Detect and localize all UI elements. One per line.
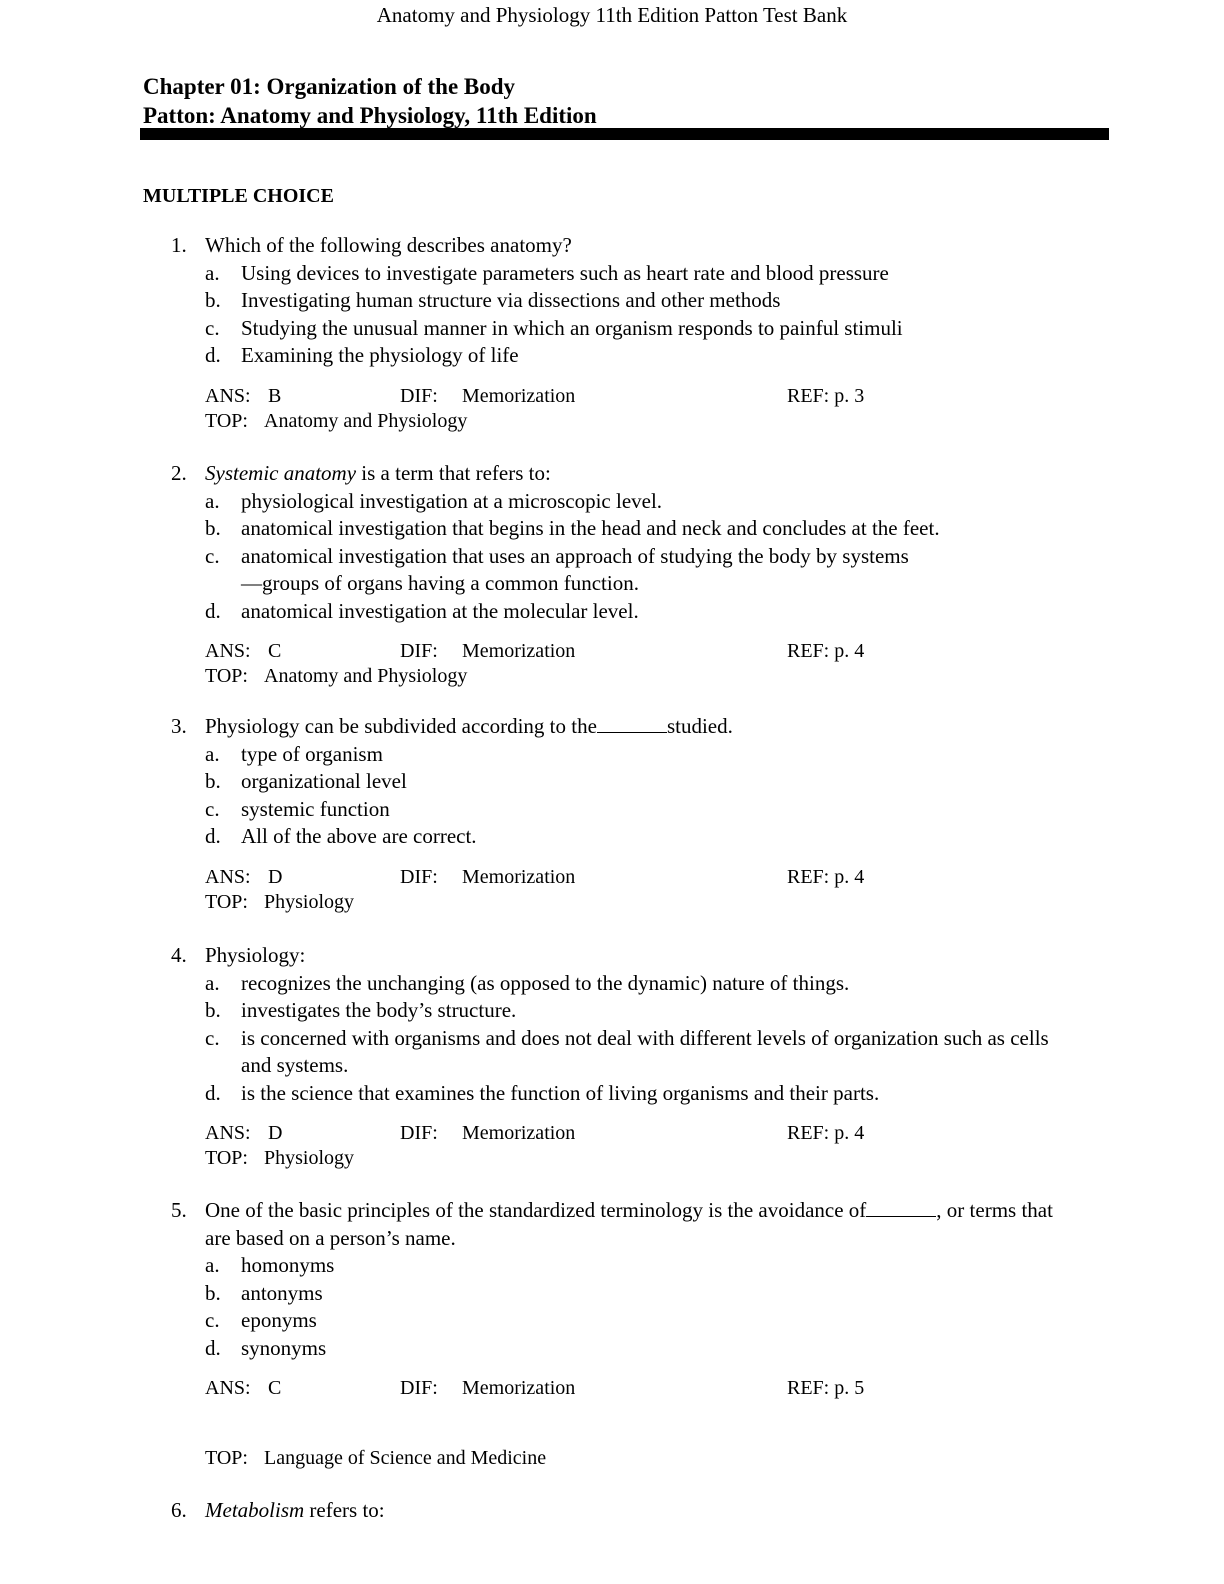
choice-item [0, 1280, 1071, 1308]
choice-text: is the science that examines the function of living organisms and their parts. [241, 1080, 880, 1105]
question-number: 4. [171, 943, 187, 967]
dif-value: Memorization [462, 640, 576, 662]
question-stem [0, 1197, 1055, 1252]
choice-item [0, 970, 1071, 998]
question-stem [0, 460, 1065, 488]
question-5 [0, 1197, 1224, 1469]
choice-item [0, 488, 1071, 516]
choice-text: investigates the body’s structure. [241, 998, 517, 1022]
dif-label: DIF: [400, 640, 438, 662]
choice-item [0, 796, 1071, 824]
dif-value: Memorization [462, 1122, 576, 1144]
question-stem [0, 942, 1065, 970]
choice-item [0, 1335, 1071, 1363]
choice-letter: b. [205, 1280, 221, 1305]
dif-label: DIF: [400, 1377, 438, 1399]
choice-item [0, 515, 1071, 543]
answer-meta [0, 639, 1224, 689]
choice-text: organizational level [241, 769, 407, 793]
choice-text: anatomical investigation that uses an approach of studying the body by systems—groups of organs having a common function. [241, 543, 909, 595]
ans-label: ANS: [205, 640, 251, 662]
choice-item [0, 260, 1071, 288]
top-label: TOP: [205, 1447, 248, 1469]
question-number: 3. [171, 714, 187, 738]
question-6 [0, 1497, 1224, 1525]
choice-letter: a. [205, 488, 220, 513]
question-1 [0, 232, 1224, 434]
chapter-line: Chapter 01: Organization of the Body [143, 74, 516, 99]
choice-letter: d. [205, 1335, 221, 1360]
ans-value: C [268, 640, 282, 662]
top-label: TOP: [205, 1147, 248, 1169]
choice-letter: d. [205, 343, 221, 367]
answer-blank [866, 1198, 936, 1217]
choice-item [0, 1252, 1071, 1280]
choice-text: synonyms [241, 1335, 327, 1360]
choice-item [0, 598, 1071, 626]
choice-text: homonyms [241, 1253, 335, 1277]
ans-value: B [268, 384, 282, 407]
question-text: is a term that refers to: [356, 461, 551, 485]
choice-letter: a. [205, 970, 220, 995]
question-stem [0, 1497, 1065, 1525]
chapter-title [143, 72, 597, 130]
choice-text: Investigating human structure via dissections and other methods [241, 288, 781, 312]
question-number: 1. [171, 233, 187, 257]
dif-value: Memorization [462, 384, 576, 407]
choice-item [0, 543, 921, 598]
answer-meta [0, 384, 1224, 434]
choice-text: Studying the unusual manner in which an organism responds to painful stimuli [241, 315, 903, 340]
choice-text: antonyms [241, 1280, 323, 1305]
dif-value: Memorization [462, 1377, 576, 1399]
choice-letter: c. [205, 543, 220, 568]
choice-letter: a. [205, 1253, 220, 1277]
choice-letter: b. [205, 998, 221, 1022]
ref-value: REF: p. 4 [787, 640, 865, 662]
choice-letter: b. [205, 516, 221, 540]
choice-letter: a. [205, 741, 220, 766]
top-label: TOP: [205, 890, 248, 913]
choice-letter: c. [205, 1308, 220, 1332]
ans-label: ANS: [205, 1122, 251, 1144]
top-value: Anatomy and Physiology [264, 665, 468, 687]
choice-list [0, 970, 1224, 1108]
choice-text: physiological investigation at a microscopic level. [241, 488, 663, 513]
choice-list [0, 1252, 1224, 1362]
question-text: refers to: [304, 1498, 385, 1522]
top-label: TOP: [205, 665, 248, 687]
ref-value: REF: p. 4 [787, 1122, 865, 1144]
question-text: Which of the following describes anatomy? [205, 233, 572, 257]
choice-text: recognizes the unchanging (as opposed to the dynamic) nature of things. [241, 970, 850, 995]
ans-value: D [268, 865, 283, 888]
dif-value: Memorization [462, 865, 576, 888]
choice-text: type of organism [241, 741, 383, 766]
choice-item [0, 768, 1071, 796]
question-2 [0, 460, 1224, 689]
choice-item [0, 741, 1071, 769]
choice-list [0, 260, 1224, 370]
ref-value: REF: p. 5 [787, 1377, 865, 1399]
choice-item [0, 1307, 1071, 1335]
answer-meta [0, 865, 1224, 915]
dif-label: DIF: [400, 1122, 438, 1144]
question-stem [0, 232, 1065, 260]
choice-item [0, 287, 1071, 315]
question-text: Physiology can be subdivided according to the [205, 714, 597, 738]
question-stem [0, 713, 1065, 741]
choice-letter: c. [205, 315, 220, 340]
choice-list [0, 741, 1224, 851]
ans-value: C [268, 1377, 282, 1399]
question-text-end: studied. [666, 714, 733, 738]
dif-label: DIF: [400, 384, 438, 407]
question-number: 6. [171, 1498, 187, 1522]
choice-letter: d. [205, 1080, 221, 1105]
choice-letter: d. [205, 824, 221, 848]
choice-text: Using devices to investigate parameters such as heart rate and blood pressure [241, 260, 889, 285]
question-text-end: , or terms that are based on a person’s name. [205, 1198, 1053, 1250]
question-number: 5. [171, 1198, 187, 1222]
choice-item [0, 315, 1071, 343]
question-number: 2. [171, 461, 187, 485]
ref-value: REF: p. 4 [787, 865, 865, 888]
title-rule [140, 128, 1109, 140]
choice-text: anatomical investigation at the molecular level. [241, 598, 639, 623]
top-label: TOP: [205, 409, 248, 432]
answer-meta [0, 1376, 1224, 1469]
choice-letter: c. [205, 1025, 220, 1050]
ans-label: ANS: [205, 1377, 251, 1399]
answer-blank [597, 714, 667, 733]
section-heading: MULTIPLE CHOICE [143, 185, 334, 207]
choice-text: anatomical investigation that begins in the head and neck and concludes at the feet. [241, 516, 940, 540]
ans-label: ANS: [205, 865, 251, 888]
ans-label: ANS: [205, 384, 251, 407]
top-value: Anatomy and Physiology [264, 409, 468, 432]
ans-value: D [268, 1122, 283, 1144]
choice-item [0, 1080, 1071, 1108]
question-text: One of the basic principles of the standardized terminology is the avoidance of [205, 1198, 867, 1222]
question-4 [0, 942, 1224, 1171]
choice-item [0, 997, 1071, 1025]
choice-letter: b. [205, 288, 221, 312]
ref-value: REF: p. 3 [787, 384, 865, 407]
choice-text: All of the above are correct. [241, 824, 477, 848]
choice-letter: d. [205, 598, 221, 623]
book-line: Patton: Anatomy and Physiology, 11th Edition [143, 103, 597, 128]
running-header: Anatomy and Physiology 11th Edition Patton Test Bank [376, 3, 848, 27]
answer-meta [0, 1121, 1224, 1171]
top-value: Language of Science and Medicine [264, 1447, 547, 1469]
top-value: Physiology [264, 890, 355, 913]
choice-item [0, 823, 1071, 851]
choice-text: Examining the physiology of life [241, 343, 519, 367]
choice-item [0, 1025, 1071, 1080]
question-text: Physiology: [205, 943, 306, 967]
choice-text: is concerned with organisms and does not deal with different levels of organization such as cells and systems. [241, 1025, 1049, 1077]
choice-letter: b. [205, 769, 221, 793]
choice-letter: c. [205, 796, 220, 821]
choice-text: eponyms [241, 1308, 317, 1332]
question-term: Metabolism [205, 1498, 305, 1522]
top-value: Physiology [264, 1147, 355, 1169]
choice-text: systemic function [241, 796, 390, 821]
choice-item [0, 342, 1071, 370]
dif-label: DIF: [400, 865, 438, 888]
choice-letter: a. [205, 260, 220, 285]
question-term: Systemic anatomy [205, 461, 357, 485]
question-3 [0, 713, 1224, 915]
choice-list [0, 488, 1224, 626]
